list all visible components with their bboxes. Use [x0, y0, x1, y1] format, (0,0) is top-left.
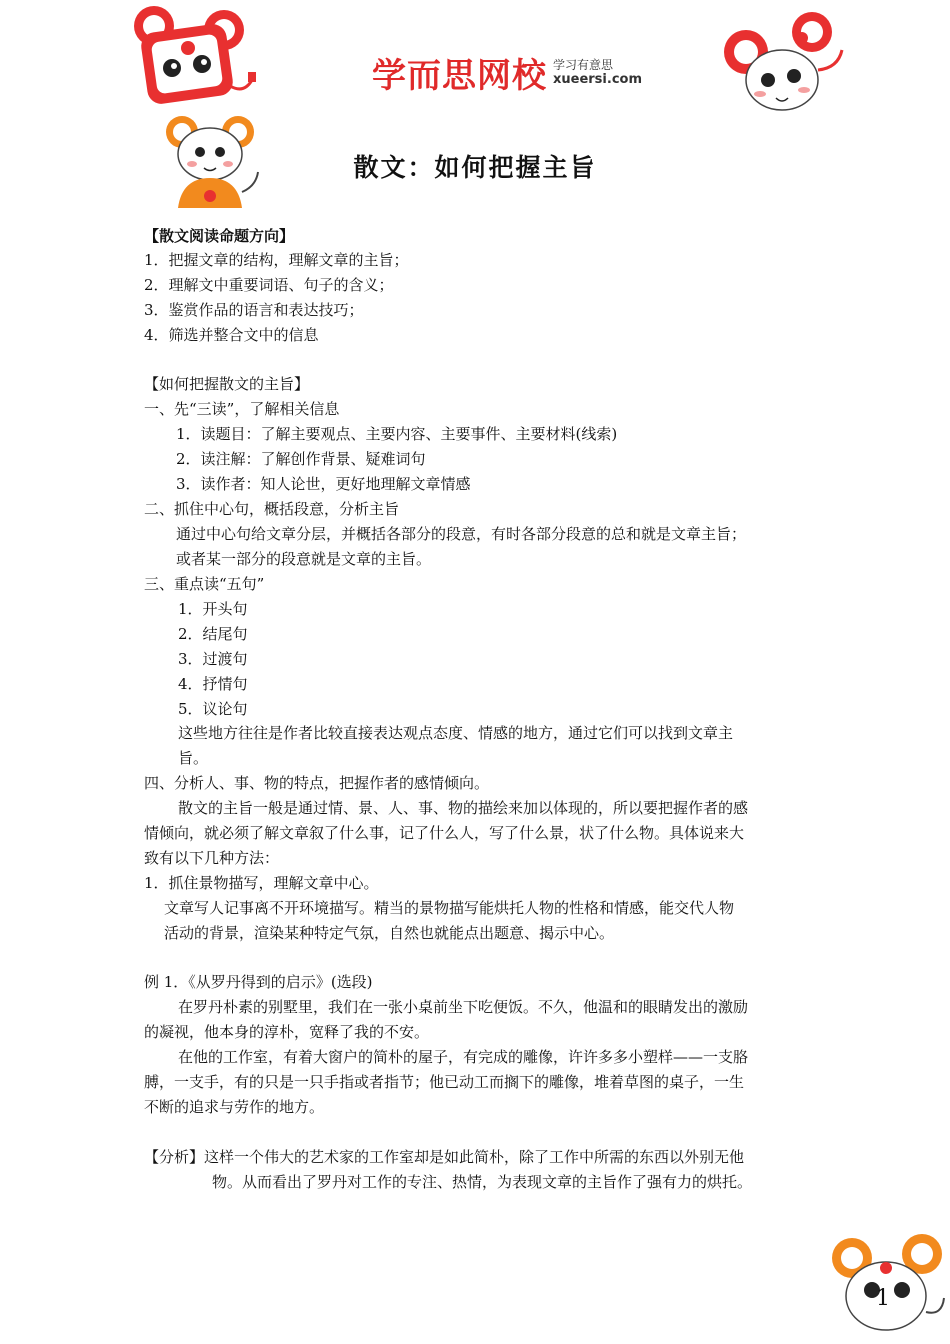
- section-heading: 【散文阅读命题方向】: [144, 227, 295, 245]
- text-line: 在他的工作室，有着大窗户的简朴的屋子，有完成的雕像，许许多多小塑样——一支胳: [178, 1048, 749, 1066]
- text-line: 通过中心句给文章分层，并概括各部分的段意，有时各部分段意的总和就是文章主旨；: [176, 525, 747, 543]
- section-heading: 【如何把握散文的主旨】: [144, 375, 310, 393]
- text-line: 3．鉴赏作品的语言和表达技巧；: [144, 301, 364, 319]
- text-line: 致有以下几种方法：: [144, 849, 280, 867]
- text-line: 4．抒情句: [178, 675, 248, 693]
- text-line: 三、重点读“五句”: [144, 575, 265, 593]
- text-line: 3．过渡句: [178, 650, 248, 668]
- text-line: 2．理解文中重要词语、句子的含义；: [144, 276, 394, 294]
- text-line: 或者某一部分的段意就是文章的主旨。: [176, 550, 432, 568]
- text-line: 1．把握文章的结构，理解文章的主旨；: [144, 251, 409, 269]
- page-number: 1: [876, 1286, 890, 1311]
- text-line: 1．开头句: [178, 600, 248, 618]
- text-line: 文章写人记事离不开环境描写。精当的景物描写能烘托人物的性格和情感，能交代人物: [164, 899, 735, 917]
- logo-text: 学而思网校: [372, 56, 547, 96]
- mascot-face-icon: [722, 10, 852, 120]
- text-line: 2．读注解：了解创作背景、疑难词句: [176, 450, 426, 468]
- text-line: 这些地方往往是作者比较直接表达观点态度、情感的地方，通过它们可以找到文章主: [178, 724, 734, 742]
- text-line: 3．读作者：知人论世，更好地理解文章情感: [176, 475, 471, 493]
- text-line: 情倾向，就必须了解文章叙了什么事，记了什么人，写了什么景，状了什么物。具体说来大: [144, 824, 745, 842]
- text-line: 旨。: [178, 749, 209, 767]
- text-line: 例 1．《从罗丹得到的启示》(选段): [144, 973, 373, 991]
- text-line: 在罗丹朴素的别墅里，我们在一张小桌前坐下吃便饭。不久，他温和的眼睛发出的激励: [178, 998, 749, 1016]
- text-line: 的凝视，他本身的淳朴，宽释了我的不安。: [144, 1023, 430, 1041]
- text-line: 一、先“三读”，了解相关信息: [144, 400, 340, 418]
- text-line: 散文的主旨一般是通过情、景、人、事、物的描绘来加以体现的，所以要把握作者的感: [178, 799, 749, 817]
- page-title: 散文：如何把握主旨: [353, 153, 597, 182]
- text-line: 4．筛选并整合文中的信息: [144, 326, 319, 344]
- text-line: 物。从而看出了罗丹对工作的专注、热情，为表现文章的主旨作了强有力的烘托。: [212, 1173, 753, 1191]
- text-line: 1．读题目：了解主要观点、主要内容、主要事件、主要材料(线索): [176, 425, 618, 443]
- text-line: 不断的追求与劳作的地方。: [144, 1098, 325, 1116]
- text-line: 膊，一支手，有的只是一只手指或者指节；他已动工而搁下的雕像，堆着草图的桌子，一生: [144, 1073, 745, 1091]
- text-line: 1．抓住景物描写，理解文章中心。: [144, 874, 379, 892]
- text-line: 5．议论句: [178, 700, 248, 718]
- text-line: 二、抓住中心句，概括段意，分析主旨: [144, 500, 400, 518]
- logo-url: xueersi.com: [553, 72, 643, 87]
- text-line: 【分析】这样一个伟大的艺术家的工作室却是如此简朴，除了工作中所需的东西以外别无他: [144, 1148, 745, 1166]
- text-line: 四、分析人、事、物的特点，把握作者的感情倾向。: [144, 774, 490, 792]
- logo-slogan: 学习有意思: [553, 58, 614, 72]
- text-line: 活动的背景，渲染某种特定气氛，自然也就能点出题意、揭示中心。: [164, 924, 615, 942]
- text-line: 2．结尾句: [178, 625, 248, 643]
- mascot-frame-icon: [132, 6, 262, 106]
